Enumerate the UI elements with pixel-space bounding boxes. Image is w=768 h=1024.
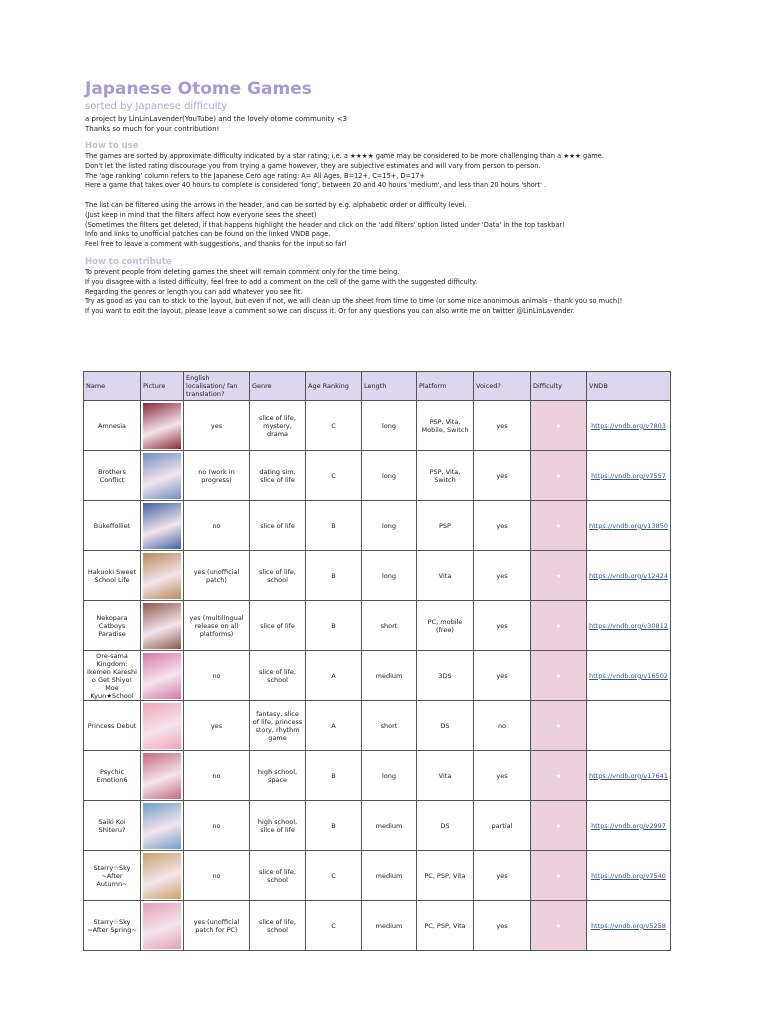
length-cell[interactable] bbox=[362, 601, 417, 651]
game-name-text: Bukeffolliet bbox=[93, 521, 131, 530]
age-ranking-cell[interactable] bbox=[306, 651, 362, 701]
vndb-link[interactable]: https://vndb.org/v2997 bbox=[591, 821, 666, 830]
game-name-text: Brothers Conflict bbox=[98, 467, 126, 484]
page-title: Japanese Otome Games bbox=[85, 79, 312, 99]
genre-text: slice of life bbox=[260, 521, 295, 530]
game-name-text: Hakuoki Sweet School Life bbox=[87, 567, 137, 584]
genre-text: slice of life, school bbox=[259, 917, 296, 934]
column-header-localisation[interactable]: English localisation/ fan translation? bbox=[184, 372, 250, 401]
vndb-cell[interactable] bbox=[587, 901, 671, 951]
platform-text: Vita bbox=[438, 571, 452, 580]
cover-art-image bbox=[143, 553, 181, 599]
cover-picture-cell[interactable] bbox=[141, 801, 184, 851]
vndb-cell[interactable] bbox=[587, 751, 671, 801]
length-cell[interactable] bbox=[362, 651, 417, 701]
difficulty-text: ★ bbox=[555, 521, 562, 530]
localisation-text: no bbox=[212, 871, 221, 880]
voiced-text: yes bbox=[496, 571, 508, 580]
game-name-cell[interactable] bbox=[84, 701, 141, 751]
voiced-cell[interactable] bbox=[474, 851, 531, 901]
localisation-cell[interactable] bbox=[184, 751, 250, 801]
platform-text: PSP, Vita, Switch bbox=[429, 467, 461, 484]
column-header-age-ranking[interactable]: Age Ranking bbox=[306, 372, 362, 401]
age-ranking-cell[interactable] bbox=[306, 501, 362, 551]
credit-line: a project by LinLinLavender(YouTube) and the lovely otome community <3 bbox=[85, 115, 348, 123]
cover-picture-cell[interactable] bbox=[141, 551, 184, 601]
games-table bbox=[83, 371, 671, 951]
game-name-cell[interactable] bbox=[84, 901, 141, 951]
instruction-spacer bbox=[85, 191, 685, 201]
localisation-cell[interactable] bbox=[184, 401, 250, 451]
length-cell[interactable] bbox=[362, 501, 417, 551]
game-name-text: Princess Debut bbox=[87, 721, 137, 730]
cover-art-image bbox=[143, 653, 181, 699]
platform-text: DS bbox=[440, 821, 450, 830]
difficulty-text: ★ bbox=[555, 721, 562, 730]
vndb-cell[interactable] bbox=[587, 851, 671, 901]
genre-text: slice of life, school bbox=[259, 667, 296, 684]
genre-text: slice of life, school bbox=[259, 867, 296, 884]
voiced-cell[interactable] bbox=[474, 451, 531, 501]
localisation-text: yes (unofficial patch for PC) bbox=[193, 917, 240, 934]
age-ranking-text: B bbox=[331, 771, 336, 780]
difficulty-cell[interactable] bbox=[531, 751, 587, 801]
genre-cell[interactable] bbox=[250, 401, 306, 451]
age-ranking-text: B bbox=[331, 521, 336, 530]
age-ranking-cell[interactable] bbox=[306, 701, 362, 751]
difficulty-cell[interactable] bbox=[531, 801, 587, 851]
localisation-text: no (work in progress) bbox=[198, 467, 235, 484]
game-name-cell[interactable] bbox=[84, 451, 141, 501]
platform-text: PC, PSP, Vita bbox=[424, 871, 466, 880]
age-ranking-text: C bbox=[331, 871, 336, 880]
localisation-text: yes bbox=[210, 721, 223, 730]
page-subtitle: sorted by Japanese difficulty bbox=[85, 101, 228, 112]
vndb-link[interactable]: https://vndb.org/v7540 bbox=[591, 871, 666, 880]
instruction-line: Here a game that takes over 40 hours to complete is considered 'long', between 20 and 40 hours 'medium', and less than 20 hours 'short' . bbox=[85, 181, 547, 190]
cover-picture-cell[interactable] bbox=[141, 651, 184, 701]
column-header-platform[interactable]: Platform bbox=[417, 372, 474, 401]
age-ranking-cell[interactable] bbox=[306, 551, 362, 601]
localisation-cell[interactable] bbox=[184, 601, 250, 651]
localisation-cell[interactable] bbox=[184, 451, 250, 501]
instruction-line: Info and links to unofficial patches can be found on the linked VNDB page. bbox=[85, 230, 331, 239]
localisation-cell[interactable] bbox=[184, 551, 250, 601]
vndb-link[interactable]: https://vndb.org/v30812 bbox=[589, 621, 668, 630]
age-ranking-text: B bbox=[331, 571, 336, 580]
voiced-cell[interactable] bbox=[474, 601, 531, 651]
length-cell[interactable] bbox=[362, 751, 417, 801]
game-name-cell[interactable] bbox=[84, 801, 141, 851]
cover-picture-cell[interactable] bbox=[141, 401, 184, 451]
cover-art-image bbox=[143, 503, 181, 549]
game-name-cell[interactable] bbox=[84, 751, 141, 801]
voiced-cell[interactable] bbox=[474, 501, 531, 551]
platform-text: PSP bbox=[439, 521, 451, 530]
platform-text: 3DS bbox=[438, 671, 452, 680]
table-row bbox=[84, 901, 671, 951]
vndb-link[interactable]: https://vndb.org/v7557 bbox=[591, 471, 666, 480]
column-header-length[interactable]: Length bbox=[362, 372, 417, 401]
genre-text: fantasy, slice of life, princess story, rhythm game bbox=[252, 709, 303, 742]
age-ranking-text: C bbox=[331, 471, 336, 480]
length-text: medium bbox=[375, 671, 403, 680]
length-text: medium bbox=[375, 921, 403, 930]
genre-text: high school, slice of life bbox=[257, 817, 298, 834]
localisation-cell[interactable] bbox=[184, 801, 250, 851]
genre-cell[interactable] bbox=[250, 901, 306, 951]
length-cell[interactable] bbox=[362, 851, 417, 901]
localisation-text: no bbox=[212, 671, 221, 680]
voiced-text: yes bbox=[496, 471, 508, 480]
contribute-line: To prevent people from deleting games the sheet will remain comment only for the time being. bbox=[85, 267, 400, 276]
table-row bbox=[84, 501, 671, 551]
difficulty-cell[interactable] bbox=[531, 651, 587, 701]
genre-cell[interactable] bbox=[250, 551, 306, 601]
platform-cell[interactable] bbox=[417, 801, 474, 851]
column-header-name[interactable]: Name bbox=[84, 372, 141, 401]
table-row bbox=[84, 701, 671, 751]
difficulty-cell[interactable] bbox=[531, 601, 587, 651]
genre-text: slice of life, mystery, drama bbox=[259, 413, 296, 438]
length-text: long bbox=[381, 521, 397, 530]
difficulty-cell[interactable] bbox=[531, 401, 587, 451]
age-ranking-text: B bbox=[331, 621, 336, 630]
table-row bbox=[84, 751, 671, 801]
vndb-cell[interactable] bbox=[587, 651, 671, 701]
table-row bbox=[84, 851, 671, 901]
localisation-text: no bbox=[212, 821, 221, 830]
column-header-voiced[interactable]: Voiced? bbox=[474, 372, 531, 401]
length-cell[interactable] bbox=[362, 701, 417, 751]
length-cell[interactable] bbox=[362, 451, 417, 501]
age-ranking-cell[interactable] bbox=[306, 601, 362, 651]
localisation-text: yes (unofficial patch) bbox=[193, 567, 240, 584]
game-name-text: Saiki Koi Shiteru? bbox=[98, 817, 126, 834]
difficulty-text: ★ bbox=[555, 871, 562, 880]
how-to-contribute-heading: How to contribute bbox=[85, 256, 172, 267]
vndb-link[interactable]: https://vndb.org/v13850 bbox=[589, 521, 668, 530]
column-header-genre[interactable]: Genre bbox=[250, 372, 306, 401]
game-name-cell[interactable] bbox=[84, 651, 141, 701]
voiced-cell[interactable] bbox=[474, 901, 531, 951]
age-ranking-text: C bbox=[331, 421, 336, 430]
age-ranking-text: A bbox=[331, 721, 336, 730]
difficulty-cell[interactable] bbox=[531, 901, 587, 951]
cover-art-image bbox=[143, 453, 181, 499]
age-ranking-cell[interactable] bbox=[306, 401, 362, 451]
thanks-line: Thanks so much for your contribution! bbox=[85, 125, 220, 133]
genre-text: slice of life, school bbox=[259, 567, 296, 584]
localisation-cell[interactable] bbox=[184, 501, 250, 551]
genre-text: slice of life bbox=[260, 621, 295, 630]
length-cell[interactable] bbox=[362, 401, 417, 451]
localisation-text: yes (multilingual release on all platforms) bbox=[189, 613, 244, 638]
localisation-cell[interactable] bbox=[184, 701, 250, 751]
platform-cell[interactable] bbox=[417, 551, 474, 601]
genre-cell[interactable] bbox=[250, 801, 306, 851]
voiced-text: yes bbox=[496, 421, 508, 430]
difficulty-text: ★ bbox=[555, 771, 562, 780]
genre-text: high school, space bbox=[257, 767, 298, 784]
voiced-cell[interactable] bbox=[474, 701, 531, 751]
genre-cell[interactable] bbox=[250, 451, 306, 501]
contribute-line: Regarding the genres or length you can add whatever you see fit. bbox=[85, 287, 303, 296]
page-header bbox=[85, 78, 685, 317]
vndb-cell[interactable] bbox=[587, 551, 671, 601]
voiced-text: yes bbox=[496, 871, 508, 880]
length-text: long bbox=[381, 471, 397, 480]
cover-picture-cell[interactable] bbox=[141, 851, 184, 901]
voiced-text: no bbox=[497, 721, 507, 730]
platform-text: PC, mobile (free) bbox=[427, 617, 463, 634]
platform-cell[interactable] bbox=[417, 651, 474, 701]
difficulty-text: ★ bbox=[555, 471, 562, 480]
column-header-picture[interactable]: Picture bbox=[141, 372, 184, 401]
cover-art-image bbox=[143, 903, 181, 949]
length-text: medium bbox=[375, 871, 403, 880]
age-ranking-cell[interactable] bbox=[306, 901, 362, 951]
platform-text: PSP, Vita, Mobile, Switch bbox=[421, 417, 469, 434]
cover-picture-cell[interactable] bbox=[141, 451, 184, 501]
difficulty-cell[interactable] bbox=[531, 851, 587, 901]
contribute-line: If you disagree with a listed difficulty, feel free to add a comment on the cell of the game with the suggested difficulty. bbox=[85, 277, 478, 286]
cover-picture-cell[interactable] bbox=[141, 601, 184, 651]
platform-cell[interactable] bbox=[417, 901, 474, 951]
genre-cell[interactable] bbox=[250, 851, 306, 901]
table-row bbox=[84, 601, 671, 651]
table-row bbox=[84, 401, 671, 451]
cover-picture-cell[interactable] bbox=[141, 901, 184, 951]
localisation-cell[interactable] bbox=[184, 651, 250, 701]
age-ranking-cell[interactable] bbox=[306, 751, 362, 801]
platform-text: Vita bbox=[438, 771, 452, 780]
platform-cell[interactable] bbox=[417, 751, 474, 801]
how-to-contribute-text bbox=[85, 268, 685, 317]
game-name-text: Starry☆Sky ~After Autumn~ bbox=[93, 863, 131, 888]
game-name-text: Amnesia bbox=[97, 421, 127, 430]
platform-cell[interactable] bbox=[417, 451, 474, 501]
game-name-text: Psychic Emotion6 bbox=[96, 767, 128, 784]
vndb-link[interactable]: https://vndb.org/v17641 bbox=[589, 771, 668, 780]
voiced-cell[interactable] bbox=[474, 801, 531, 851]
age-ranking-text: C bbox=[331, 921, 336, 930]
cover-art-image bbox=[143, 603, 181, 649]
age-ranking-cell[interactable] bbox=[306, 451, 362, 501]
platform-cell[interactable] bbox=[417, 851, 474, 901]
difficulty-cell[interactable] bbox=[531, 701, 587, 751]
instruction-line: The list can be filtered using the arrows in the header, and can be sorted by e.g. alphabetic order or difficulty level. bbox=[85, 200, 467, 209]
localisation-cell[interactable] bbox=[184, 851, 250, 901]
difficulty-cell[interactable] bbox=[531, 501, 587, 551]
cover-art-image bbox=[143, 403, 181, 449]
genre-text: dating sim, slice of life bbox=[259, 467, 296, 484]
length-text: long bbox=[381, 421, 397, 430]
voiced-text: yes bbox=[496, 521, 508, 530]
length-text: long bbox=[381, 771, 397, 780]
difficulty-text: ★ bbox=[555, 921, 562, 930]
contribute-line: If you want to edit the layout, please leave a comment so we can discuss it. Or for any questions you can also write me on twitter @LinLinLavender. bbox=[85, 307, 575, 316]
voiced-cell[interactable] bbox=[474, 551, 531, 601]
voiced-text: yes bbox=[496, 771, 508, 780]
table-row bbox=[84, 451, 671, 501]
instruction-line: Don't let the listed rating discourage you from trying a game however, they are subjective estimates and will vary from person to person. bbox=[85, 161, 541, 170]
age-ranking-text: B bbox=[331, 821, 336, 830]
voiced-cell[interactable] bbox=[474, 401, 531, 451]
game-name-cell[interactable] bbox=[84, 401, 141, 451]
game-name-text: Ore-sama Kingdom: Ikemen Kareshi o Get Shiyo! Moe Kyun★School bbox=[87, 651, 137, 700]
vndb-link[interactable]: https://vndb.org/v7803 bbox=[591, 421, 666, 430]
length-text: short bbox=[380, 621, 398, 630]
platform-cell[interactable] bbox=[417, 701, 474, 751]
localisation-cell[interactable] bbox=[184, 901, 250, 951]
difficulty-text: ★ bbox=[555, 821, 562, 830]
table-row bbox=[84, 551, 671, 601]
vndb-cell[interactable] bbox=[587, 451, 671, 501]
table-header-row bbox=[84, 372, 671, 401]
length-text: short bbox=[380, 721, 398, 730]
localisation-text: yes bbox=[210, 421, 223, 430]
vndb-cell[interactable] bbox=[587, 501, 671, 551]
genre-cell[interactable] bbox=[250, 701, 306, 751]
difficulty-text: ★ bbox=[555, 621, 562, 630]
game-name-text: Starry☆Sky ~After Spring~ bbox=[87, 917, 137, 934]
how-to-use-heading: How to use bbox=[85, 141, 139, 151]
genre-cell[interactable] bbox=[250, 651, 306, 701]
difficulty-text: ★ bbox=[555, 421, 562, 430]
column-header-vndb[interactable]: VNDB bbox=[587, 372, 671, 401]
game-name-text: Nekopara Catboys Paradise bbox=[96, 613, 128, 638]
platform-cell[interactable] bbox=[417, 401, 474, 451]
difficulty-cell[interactable] bbox=[531, 451, 587, 501]
vndb-cell[interactable] bbox=[587, 801, 671, 851]
age-ranking-cell[interactable] bbox=[306, 851, 362, 901]
vndb-cell[interactable] bbox=[587, 701, 671, 751]
cover-art-image bbox=[143, 853, 181, 899]
platform-text: PC, PSP, Vita bbox=[424, 921, 466, 930]
voiced-cell[interactable] bbox=[474, 751, 531, 801]
game-name-cell[interactable] bbox=[84, 601, 141, 651]
voiced-cell[interactable] bbox=[474, 651, 531, 701]
length-cell[interactable] bbox=[362, 901, 417, 951]
cover-picture-cell[interactable] bbox=[141, 501, 184, 551]
genre-cell[interactable] bbox=[250, 751, 306, 801]
cover-picture-cell[interactable] bbox=[141, 751, 184, 801]
how-to-use-text bbox=[85, 152, 685, 250]
game-name-cell[interactable] bbox=[84, 551, 141, 601]
vndb-cell[interactable] bbox=[587, 401, 671, 451]
platform-cell[interactable] bbox=[417, 501, 474, 551]
length-cell[interactable] bbox=[362, 801, 417, 851]
length-cell[interactable] bbox=[362, 551, 417, 601]
vndb-link[interactable]: https://vndb.org/v12424 bbox=[589, 571, 668, 580]
instruction-line: The 'age ranking' column refers to the Japanese Cero age rating: A= All Ages, B=12+, C=15+, D=17+ bbox=[85, 171, 425, 180]
voiced-text: yes bbox=[496, 671, 508, 680]
instruction-line: Feel free to leave a comment with suggestions, and thanks for the input so far! bbox=[85, 240, 347, 249]
vndb-cell[interactable] bbox=[587, 601, 671, 651]
instruction-line: (Just keep in mind that the filters affect how everyone sees the sheet) bbox=[85, 210, 317, 219]
difficulty-text: ★ bbox=[555, 671, 562, 680]
column-header-difficulty[interactable]: Difficulty bbox=[531, 372, 587, 401]
localisation-text: no bbox=[212, 521, 221, 530]
game-name-cell[interactable] bbox=[84, 501, 141, 551]
difficulty-text: ★ bbox=[555, 571, 562, 580]
localisation-text: no bbox=[212, 771, 221, 780]
contribute-line: Try as good as you can to stick to the layout, but even if not, we will clean up the sheet from time to time (or some nice anonimous animals - thank you so much)! bbox=[85, 297, 623, 306]
voiced-text: yes bbox=[496, 921, 508, 930]
length-text: medium bbox=[375, 821, 403, 830]
age-ranking-text: A bbox=[331, 671, 336, 680]
table-row bbox=[84, 801, 671, 851]
game-name-cell[interactable] bbox=[84, 851, 141, 901]
instruction-line: (Sometimes the filters get deleted, if that happens highlight the header and click on the 'add filters' option listed under 'Data' in the top taskbar) bbox=[85, 220, 565, 229]
instruction-line: The games are sorted by approximate difficulty indicated by a star rating; i.e. a ★★★★ game may be considered to be more challenging than a ★★★ game. bbox=[85, 152, 604, 160]
genre-cell[interactable] bbox=[250, 501, 306, 551]
cover-art-image bbox=[143, 803, 181, 849]
genre-cell[interactable] bbox=[250, 601, 306, 651]
difficulty-cell[interactable] bbox=[531, 551, 587, 601]
platform-cell[interactable] bbox=[417, 601, 474, 651]
cover-picture-cell[interactable] bbox=[141, 701, 184, 751]
voiced-text: yes bbox=[496, 621, 508, 630]
voiced-text: partial bbox=[491, 821, 513, 830]
cover-art-image bbox=[143, 703, 181, 749]
platform-text: DS bbox=[440, 721, 450, 730]
vndb-link[interactable]: https://vndb.org/v16502 bbox=[589, 671, 668, 680]
age-ranking-cell[interactable] bbox=[306, 801, 362, 851]
length-text: long bbox=[381, 571, 397, 580]
vndb-link[interactable]: https://vndb.org/v5258 bbox=[591, 921, 666, 930]
table-row bbox=[84, 651, 671, 701]
cover-art-image bbox=[143, 753, 181, 799]
